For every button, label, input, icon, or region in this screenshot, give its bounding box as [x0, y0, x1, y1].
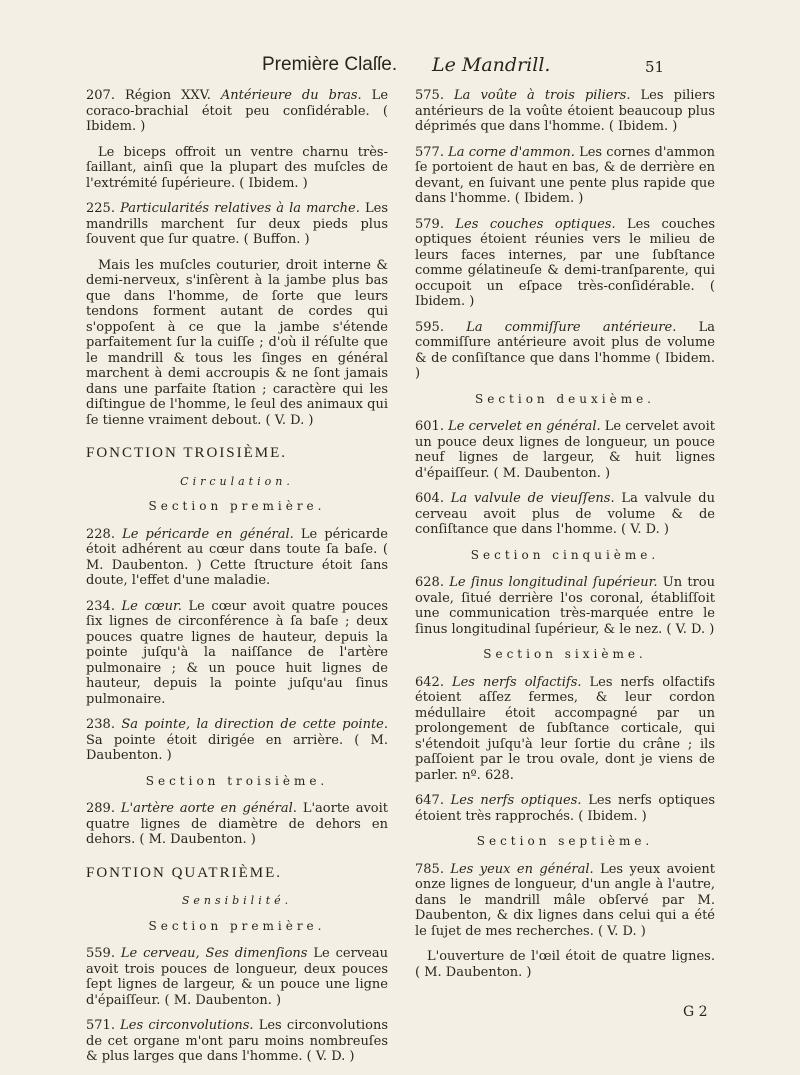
paragraph-title: Les yeux en général.: [450, 861, 594, 877]
paragraph-title: Le péricarde en général.: [122, 526, 294, 542]
paragraph-title: Le cerveau, Ses dimenſions: [120, 946, 308, 961]
header-animal-title: Le Mandrill.: [432, 54, 551, 76]
paragraph-number: 207.: [86, 88, 125, 103]
numbered-paragraph: [86, 88, 388, 135]
paragraph: Mais les muſcles couturier, droit interne & demi-nerveux, s'inſèrent à la jambe plus bas que dans l'homme, de ſorte que leurs tendons forment autant de cordes qui s'oppoſent à ce que la jambe s'étende parfaitement ſur la cuiſſe ; d'où il réſulte que le mandrill & tous les ſinges en général marchent à demi accroupis & ne ſont jamais dans une parfaite ſtation ; caractère qui les diſtingue de l'homme, le ſeul des animaux qui ſe tienne vraiment debout. ( V. D. ): [86, 257, 388, 428]
section-heading: Section troisième.: [145, 773, 329, 788]
paragraph-text: Un trou ovale, ſitué derrière l'os coronal, établiſſoit une communication très-marquée entre le ſinus longitudinal ſupérieur, & le nez. ( V. D. ): [415, 575, 716, 637]
paragraph-title: Les nerfs optiques.: [450, 793, 582, 808]
paragraph-text: Le cerveau avoit trois pouces de longueur, deux pouces ſept lignes de largeur, & un pouce une ligne d'épaiſſeur. ( M. Daubenton. ): [86, 946, 388, 1008]
paragraph-text: Le coraco-brachial étoit peu conſidérable. ( Ibidem. ): [86, 88, 389, 134]
paragraph-text: Les yeux avoient onze lignes de longueur, d'un angle à l'autre, dans le mandrill mâle obſervé par M. Daubenton, & dix lignes dans celui qui a été le ſujet de mes recherches. ( V. D. ): [415, 861, 715, 939]
paragraph-title: Particularités relatives à la marche.: [120, 201, 360, 216]
numbered-paragraph: [415, 862, 715, 940]
page-number: 51: [645, 58, 665, 76]
numbered-paragraph: [415, 793, 715, 824]
numbered-paragraph: [415, 575, 715, 637]
paragraph-text: Les mandrills marchent ſur deux pieds plus ſouvent que ſur quatre. ( Buffon. ): [86, 201, 388, 247]
paragraph-number: 575.: [415, 88, 455, 103]
region-label: Région XXV.: [124, 88, 221, 103]
numbered-paragraph: [415, 491, 715, 538]
numbered-paragraph: [86, 1018, 388, 1065]
paragraph-number: 579.: [415, 216, 456, 232]
fonction-heading: FONCTION TROISIÈME.: [86, 445, 288, 461]
numbered-paragraph: [86, 599, 388, 708]
subtitle-heading: Circulation.: [180, 474, 294, 488]
paragraph-title: La voûte à trois piliers.: [454, 88, 631, 103]
signature-mark: G 2: [683, 1004, 708, 1020]
paragraph-number: 228.: [86, 526, 123, 542]
paragraph-number: 642.: [415, 674, 452, 690]
paragraph-title: La valvule de vieuſſens.: [450, 491, 615, 506]
paragraph-number: 577.: [415, 144, 449, 160]
paragraph-number: 238.: [86, 717, 122, 732]
paragraph-number: 604.: [415, 491, 451, 506]
paragraph-title: La commiſſure antérieure.: [466, 319, 677, 335]
paragraph-text: Les piliers antérieurs de la voûte étoient beaucoup plus déprimés que dans l'homme. ( Ibidem. ): [415, 88, 715, 134]
numbered-paragraph: [415, 88, 715, 135]
header-class-title: Première Claſſe.: [262, 54, 398, 75]
paragraph-number: 234.: [86, 598, 122, 614]
paragraph-number: 595.: [415, 319, 467, 335]
numbered-paragraph: [415, 675, 715, 784]
numbered-paragraph: [415, 419, 715, 481]
section-heading: Section première.: [148, 918, 326, 933]
paragraph-number: 647.: [415, 793, 451, 808]
section-heading: Section cinquième.: [470, 547, 660, 562]
paragraph: Le biceps offroit un ventre charnu très-ſaillant, ainſi que la plupart des muſcles de l'extrémité ſupérieure. ( Ibidem. ): [86, 144, 388, 191]
numbered-paragraph: [415, 217, 715, 310]
numbered-paragraph: [415, 145, 715, 207]
paragraph-text: Le cœur avoit quatre pouces ſix lignes de circonférence à ſa baſe ; deux pouces quatre lignes de hauteur, depuis la pointe juſqu'à la naiſſance de l'artère pulmonaire ; & un pouce huit lignes de hauteur, depuis la pointe juſqu'au ſinus pulmonaire.: [86, 598, 388, 707]
paragraph-title: L'artère aorte en général.: [120, 801, 297, 816]
paragraph-number: 785.: [415, 861, 451, 877]
section-heading: Section septième.: [476, 834, 654, 848]
fonction-heading: FONTION QUATRIÈME.: [86, 864, 282, 881]
paragraph-number: 571.: [86, 1018, 121, 1033]
paragraph-text: La commiſſure antérieure avoit plus de volume & de conſiſtance que dans l'homme ( Ibidem. ): [415, 319, 716, 381]
section-heading: Section première.: [148, 499, 326, 513]
subtitle-heading: Sensibilité.: [181, 894, 293, 907]
numbered-paragraph: [86, 201, 388, 248]
paragraph-text: Les nerfs optiques étoient très rapprochés. ( Ibidem. ): [415, 793, 716, 824]
paragraph-number: 289.: [86, 801, 121, 816]
paragraph-title: Sa pointe, la direction de cette pointe.: [121, 717, 388, 732]
paragraph-number: 601.: [415, 419, 449, 434]
paragraph-title: Le ſinus longitudinal ſupérieur.: [449, 575, 658, 590]
paragraph-title: La corne d'ammon.: [448, 144, 575, 160]
numbered-paragraph: [86, 946, 388, 1008]
paragraph-number: 628.: [415, 575, 450, 590]
paragraph-title: Le cœur.: [121, 598, 182, 614]
numbered-paragraph: [86, 527, 388, 589]
paragraph-text: Les couches optiques étoient réunies vers le milieu de leurs faces internes, par une ſubſtance comme gélatineuſe & demi-tranſparente, qui occupoit un eſpace très-conſidérable. ( Ibidem. ): [415, 216, 716, 309]
paragraph-title: Les nerfs olfactifs.: [451, 674, 582, 690]
numbered-paragraph: [86, 717, 388, 764]
numbered-paragraph: [415, 320, 715, 382]
section-heading: Section sixième.: [483, 647, 647, 661]
paragraph-number: 225.: [86, 201, 121, 216]
paragraph-text: Sa pointe étoit dirigée en arrière. ( M. Daubenton. ): [86, 732, 388, 763]
paragraph-title: Le cervelet en général.: [448, 419, 601, 434]
paragraph-title: Antérieure du bras.: [220, 88, 362, 103]
paragraph: L'ouverture de l'œil étoit de quatre lignes. ( M. Daubenton. ): [415, 949, 715, 980]
paragraph-text: Les circonvolutions de cet organe m'ont paru moins nombreuſes & plus larges que dans l'homme. ( V. D. ): [86, 1018, 388, 1064]
paragraph-text: Le péricarde étoit adhérent au cœur dans toute ſa baſe. ( M. Daubenton. ) Cette ſtructure étoit ſans doute, l'effet d'une maladie.: [86, 526, 388, 588]
paragraph-text: Le cervelet avoit un pouce deux lignes de longueur, un pouce neuf lignes de largeur, & huit lignes d'épaiſſeur. ( M. Daubenton. ): [415, 419, 716, 481]
section-heading: Section deuxième.: [475, 391, 655, 406]
paragraph-text: Les nerfs olfactifs étoient aſſez fermes, & leur cordon médullaire étoit accompagné par un prolongement de ſubſtance corticale, qui s'étendoit juſqu'à leur ſortie du crâne ; ils paſſoient par le trou ovale, dont je viens de parler. nº. 628.: [415, 674, 715, 783]
right-column: [415, 88, 715, 990]
numbered-paragraph: [86, 801, 388, 848]
left-column: [86, 88, 388, 1075]
paragraph-title: Les couches optiques.: [455, 216, 616, 232]
paragraph-number: 559.: [86, 946, 121, 961]
paragraph-title: Les circonvolutions.: [120, 1018, 254, 1033]
paragraph-text: L'aorte avoit quatre lignes de diamètre de dehors en dehors. ( M. Daubenton. ): [86, 801, 388, 847]
paragraph-text: Les cornes d'ammon ſe portoient de haut en bas, & de derrière en devant, en ſuivant une pente plus rapide que dans l'homme. ( Ibidem. ): [415, 144, 716, 206]
running-header: [0, 54, 800, 84]
paragraph-text: La valvule du cerveau avoit plus de volume & de conſiſtance que dans l'homme. ( V. D. ): [415, 491, 716, 537]
